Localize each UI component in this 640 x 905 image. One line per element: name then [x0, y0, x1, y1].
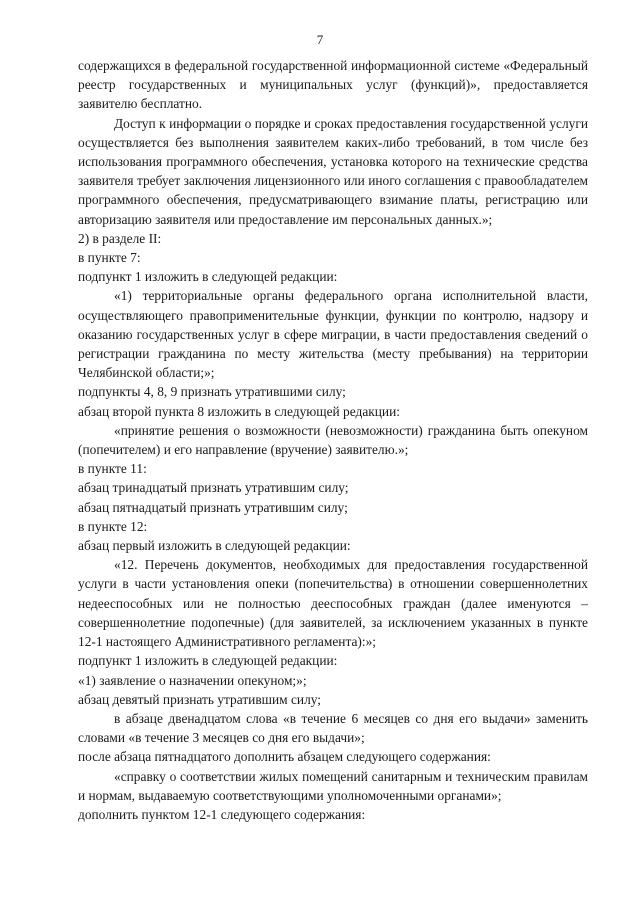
paragraph-after-15th: после абзаца пятнадцатого дополнить абзацем следующего содержания:: [78, 749, 491, 765]
paragraph-add-12-1: дополнить пунктом 12-1 следующего содержания:: [78, 806, 366, 822]
paragraph-subpoint-1-edit: подпункт 1 изложить в следующей редакции:: [78, 269, 338, 285]
paragraph-point-7: в пункте 7:: [78, 250, 141, 266]
paragraph-point-8-edit: абзац второй пункта 8 изложить в следующей редакции:: [78, 403, 400, 419]
paragraph-documents-list: «12. Перечень документов, необходимых для предоставления государственной услуги в части установления опеки (попечительства) в отношении совершеннолетних недееспособных или не полностью дееспособных граждан (далее именуются – совершеннолетние подопечные) (для заявителей, за исключением указанных в пункте 12-1 настоящего Административного регламента):»;: [78, 557, 588, 650]
paragraph-point-11: в пункте 11:: [78, 461, 147, 477]
paragraph-access-info: Доступ к информации о порядке и сроках предоставления государственной услуги осуществляется без выполнения заявителем каких-либо требований, в том числе без использования программного обеспечения, установка которого на технические средства заявителя требует заключения лицензионного или иного соглашения с правообладателем программного обеспечения, предусматривающего взимание платы, регистрацию или авторизацию заявителя или предоставление им персональных данных.»;: [78, 115, 588, 227]
document-body: [78, 56, 588, 824]
paragraph-13th-void: абзац тринадцатый признать утратившим силу;: [78, 480, 349, 496]
paragraph-decision: «принятие решения о возможности (невозможности) гражданина быть опекуном (попечителем) и его направление (вручение) заявителю.»;: [78, 422, 588, 458]
page-number: 7: [316, 32, 324, 47]
paragraph-territorial-bodies: «1) территориальные органы федерального органа исполнительной власти, осуществляющего правоприменительные функции, функции по контролю, надзору и оказанию государственных услуг в сфере миграции, в части предоставления сведений о регистрации гражданина по месту жительства (месту пребывания) на территории Челябинской области;»;: [78, 288, 588, 381]
paragraph-application: «1) заявление о назначении опекуном;»;: [78, 672, 307, 688]
paragraph-15th-void: абзац пятнадцатый признать утратившим силу;: [78, 499, 348, 515]
paragraph-section-2: 2) в разделе II:: [78, 230, 162, 246]
paragraph-continuation: содержащихся в федеральной государственной информационной системе «Федеральный реестр государственных и муниципальных услуг (функций)», предоставляется заявителю бесплатно.: [78, 58, 588, 112]
paragraph-subpoints-void: подпункты 4, 8, 9 признать утратившими силу;: [78, 384, 346, 400]
paragraph-first-edit: абзац первый изложить в следующей редакции:: [78, 538, 351, 554]
paragraph-12th-replace: в абзаце двенадцатом слова «в течение 6 месяцев со дня его выдачи» заменить словами «в течение 3 месяцев со дня его выдачи»;: [78, 710, 588, 746]
paragraph-point-12: в пункте 12:: [78, 518, 148, 534]
paragraph-subpoint-1-edit-2: подпункт 1 изложить в следующей редакции:: [78, 653, 338, 669]
paragraph-9th-void: абзац девятый признать утратившим силу;: [78, 691, 321, 707]
paragraph-certificate: «справку о соответствии жилых помещений санитарным и техническим правилам и нормам, выдаваемую соответствующими уполномоченными органами»;: [78, 768, 588, 803]
